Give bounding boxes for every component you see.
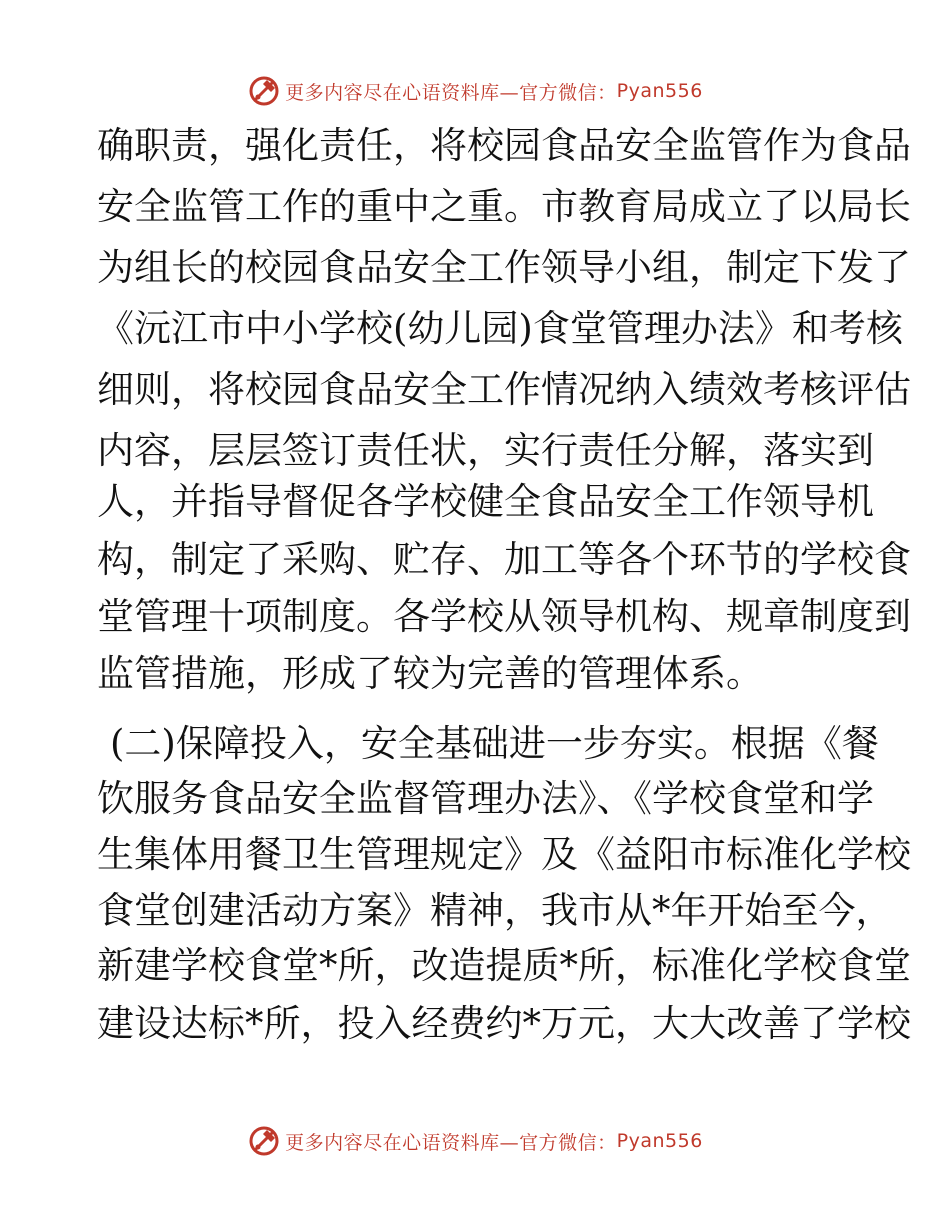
- paragraph-line: 食堂创建活动方案》精神，我市从*年开始至今，: [97, 889, 893, 932]
- brand-logo-icon: [247, 1124, 281, 1158]
- paragraph-line: (二)保障投入，安全基础进一步夯实。根据《餐: [110, 722, 879, 765]
- paragraph-line: 安全监管工作的重中之重。市教育局成立了以局长: [97, 185, 911, 228]
- watermark-wechat-id: Pyan556: [616, 80, 703, 102]
- paragraph-line: 饮服务食品安全监督管理办法》、《学校食堂和学: [97, 777, 874, 820]
- paragraph-line: 确职责，强化责任，将校园食品安全监管作为食品: [97, 124, 911, 167]
- paragraph-line: 生集体用餐卫生管理规定》及《益阳市标准化学校: [97, 833, 911, 876]
- paragraph-line: 构，制定了采购、贮存、加工等各个环节的学校食: [97, 538, 911, 581]
- paragraph-line: 细则，将校园食品安全工作情况纳入绩效考核评估: [97, 368, 911, 411]
- footer-watermark: [0, 1123, 950, 1159]
- paragraph-line: 人，并指导督促各学校健全食品安全工作领导机: [97, 480, 874, 523]
- paragraph-line: 堂管理十项制度。各学校从领导机构、规章制度到: [97, 595, 911, 638]
- paragraph-line: 《沅江市中小学校(幼儿园)食堂管理办法》和考核: [97, 307, 903, 350]
- watermark-text: 更多内容尽在心语资料库—官方微信：: [285, 81, 617, 104]
- watermark-wechat-id: Pyan556: [616, 1130, 703, 1152]
- header-watermark: [0, 73, 950, 109]
- paragraph-line: 内容，层层签订责任状，实行责任分解，落实到: [97, 429, 874, 472]
- paragraph-line: 建设达标*所，投入经费约*万元，大大改善了学校: [97, 1002, 911, 1045]
- brand-logo-icon: [247, 74, 281, 108]
- paragraph-line: 新建学校食堂*所，改造提质*所，标准化学校食堂: [97, 944, 911, 987]
- watermark-text: 更多内容尽在心语资料库—官方微信：: [285, 1131, 617, 1154]
- paragraph-line: 监管措施，形成了较为完善的管理体系。: [97, 652, 763, 695]
- paragraph-line: 为组长的校园食品安全工作领导小组，制定下发了: [97, 246, 911, 289]
